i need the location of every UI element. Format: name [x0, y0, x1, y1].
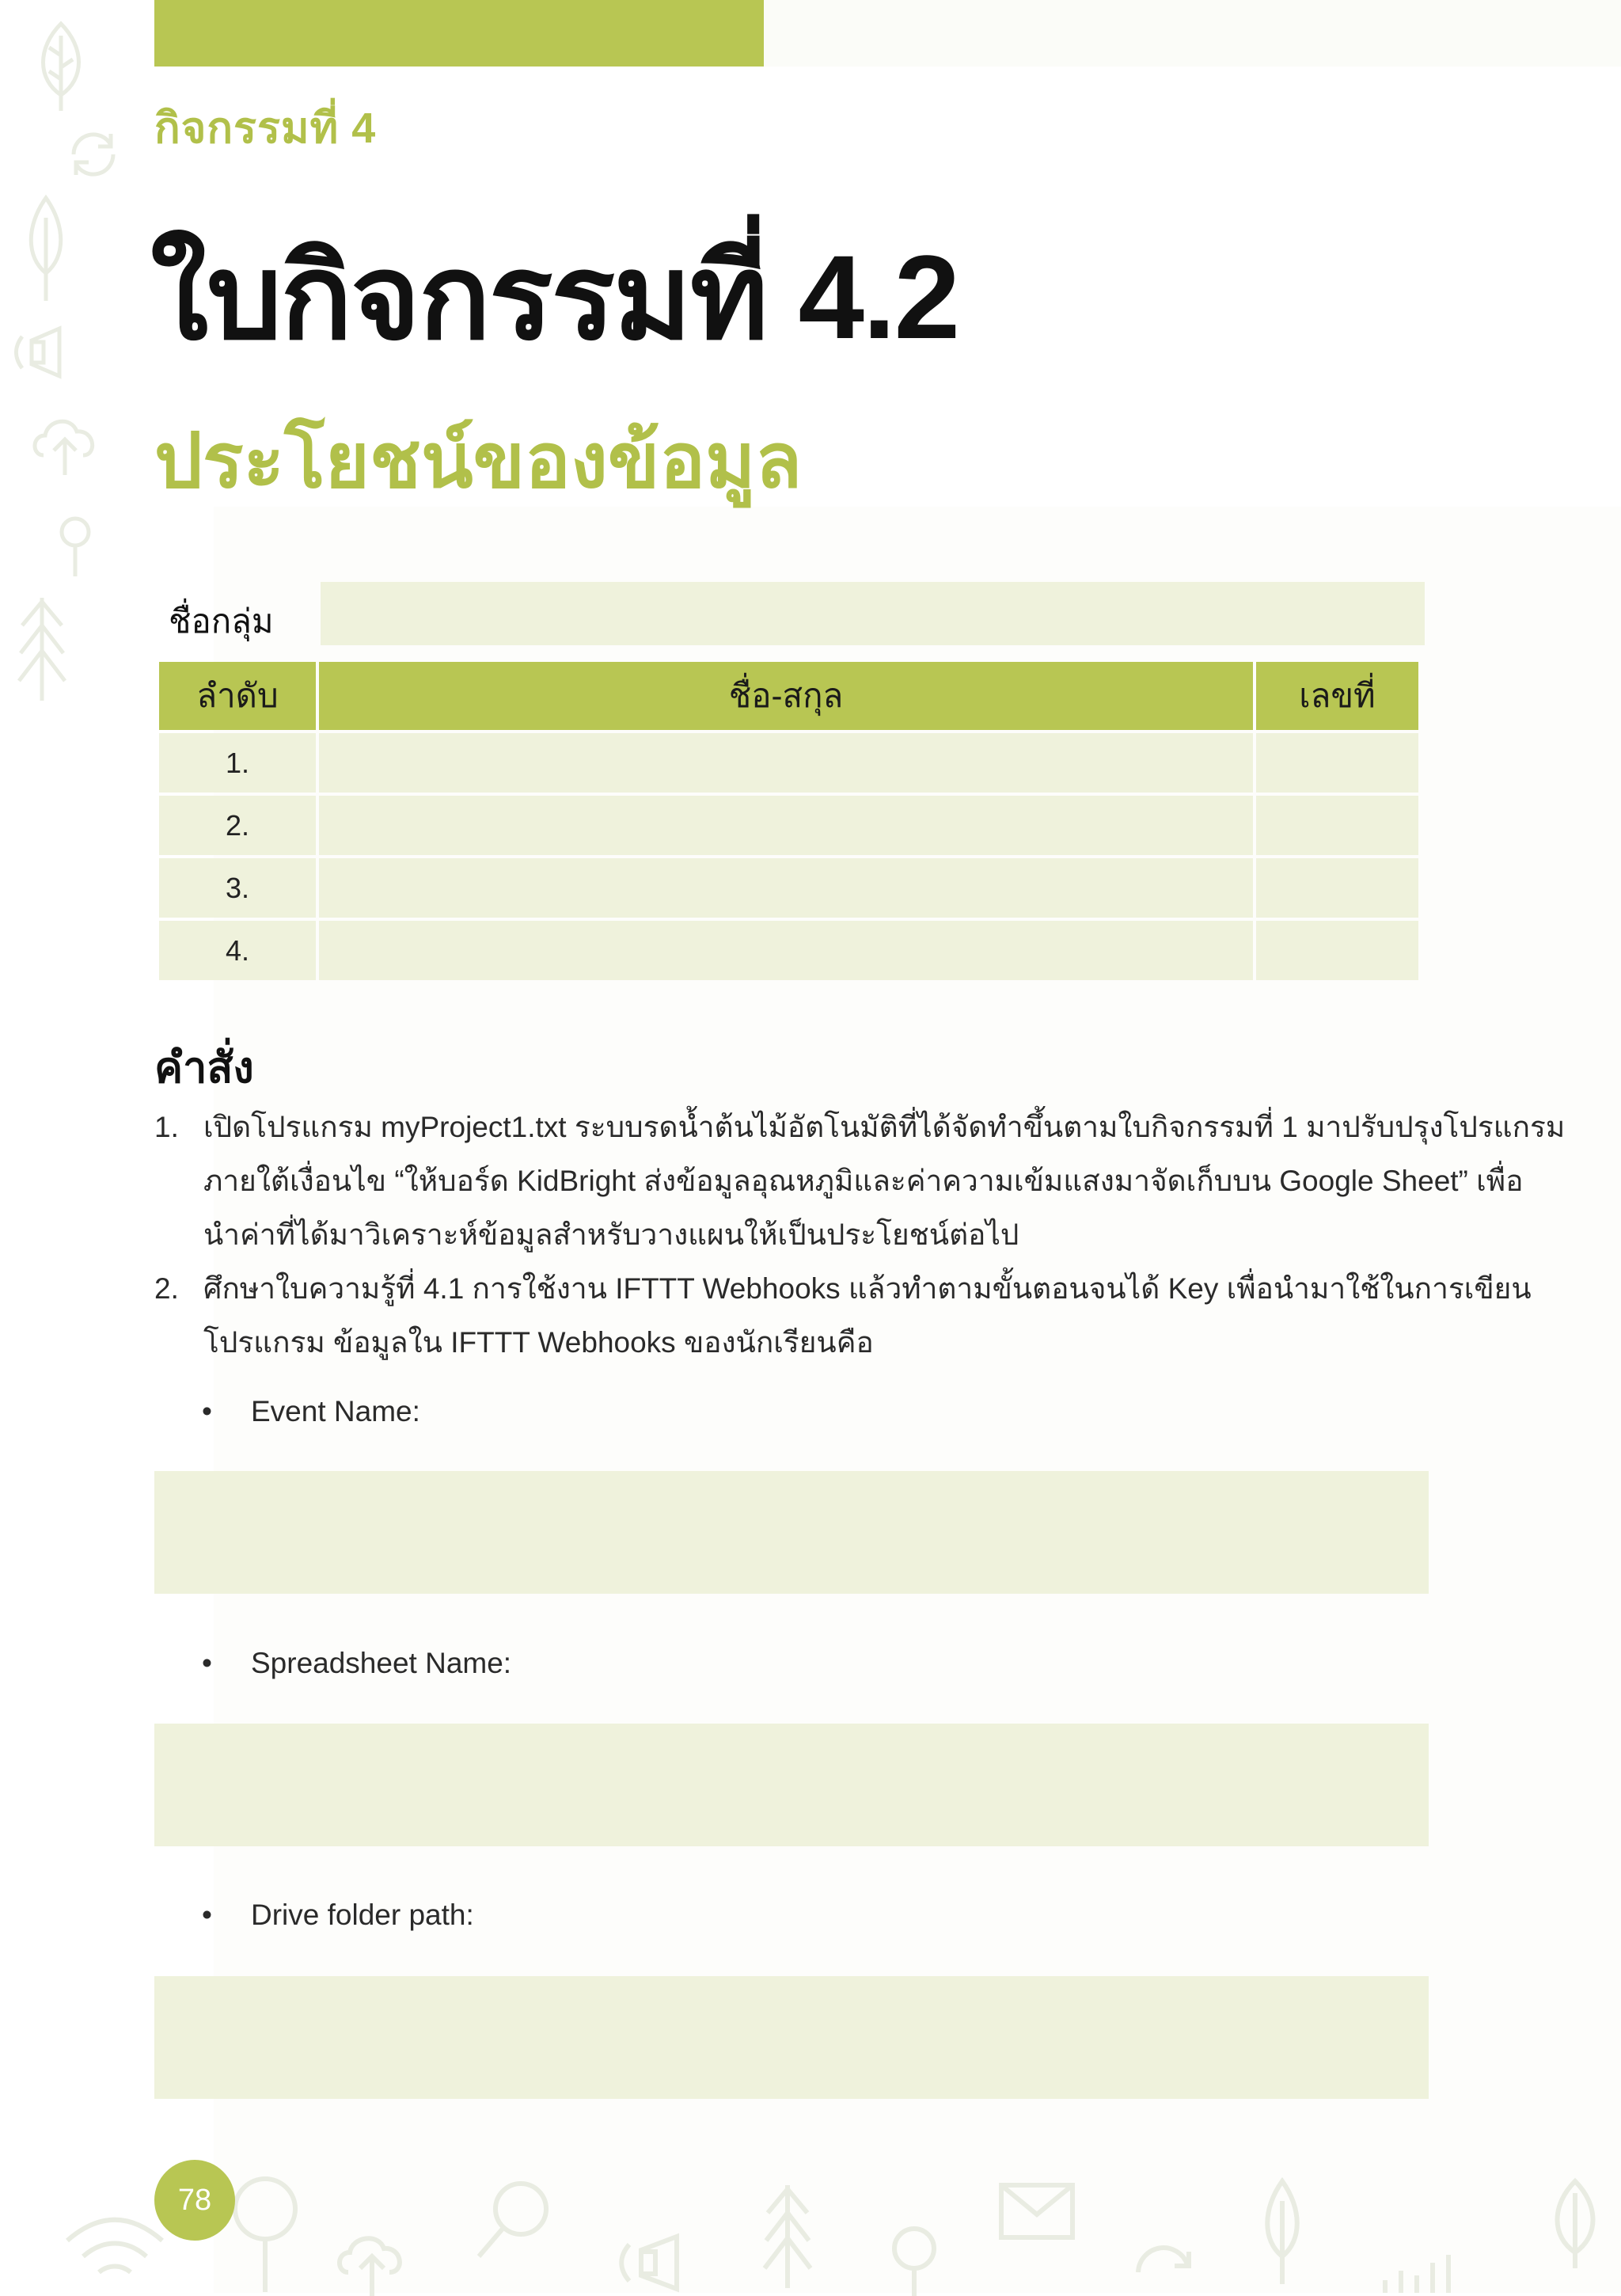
pin-icon: [55, 515, 95, 578]
instruction-text: ภายใต้เงื่อนไข “ให้บอร์ด KidBright ส่งข้อมูลอุณหภูมิและค่าความเข้มแสงมาจัดเก็บบน Google Sheet” เพื่อ: [203, 1165, 1524, 1197]
row-number-cell: 2.: [159, 796, 316, 855]
instruction-number: 2.: [154, 1272, 179, 1305]
page-number: 78: [177, 2183, 212, 2217]
table-row: [159, 733, 1418, 793]
student-number-cell[interactable]: [1256, 796, 1418, 855]
column-header-order: ลำดับ: [159, 662, 316, 730]
table-header-row: [159, 662, 1418, 730]
group-name-label: ชื่อกลุ่ม: [169, 603, 274, 640]
name-cell[interactable]: [319, 796, 1253, 855]
event-name-row: [202, 1395, 420, 1428]
pine-icon: [14, 594, 70, 705]
activity-label: กิจกรรมที่ 4: [154, 105, 377, 152]
instruction-item: [154, 1262, 1532, 1370]
group-name-field[interactable]: [321, 582, 1425, 645]
instruction-item: [154, 1100, 1566, 1262]
table-row: [159, 858, 1418, 918]
wifi-icon: [59, 2209, 170, 2288]
search-icon: [475, 2177, 554, 2264]
instruction-text: นำค่าที่ได้มาวิเคราะห์ข้อมูลสำหรับวางแผนให้เป็นประโยชน์ต่อไป: [203, 1218, 1019, 1251]
tree-icon: [226, 2173, 305, 2292]
instruction-list: [154, 1100, 1566, 1370]
cloud-upload-icon: [28, 408, 103, 479]
drive-folder-path-label: Drive folder path:: [251, 1899, 474, 1931]
table-row: [159, 921, 1418, 980]
row-number-cell: 1.: [159, 733, 316, 793]
cloud-upload-icon: [332, 2225, 412, 2296]
refresh-icon: [62, 123, 125, 186]
leaf-icon: [1547, 2177, 1603, 2272]
page-subtitle: ประโยชน์ของข้อมูล: [154, 419, 803, 504]
column-header-number: เลขที่: [1256, 662, 1418, 730]
instructions-heading: คำสั่ง: [154, 1044, 254, 1092]
drive-folder-path-answer-box[interactable]: [154, 1976, 1429, 2099]
spreadsheet-name-label: Spreadsheet Name:: [251, 1647, 512, 1679]
student-number-cell[interactable]: [1256, 921, 1418, 980]
megaphone-icon: [609, 2233, 697, 2293]
column-header-name: ชื่อ-สกุล: [319, 662, 1253, 730]
instruction-number: 1.: [154, 1111, 179, 1143]
spreadsheet-name-row: [202, 1647, 511, 1680]
instruction-text: เปิดโปรแกรม myProject1.txt ระบบรดน้ำต้นไม้อัตโนมัติที่ได้จัดทำขึ้นตามใบกิจกรรมที่ 1 มาปรับปรุงโปรแกรม: [203, 1111, 1566, 1143]
header-accent-bar: [154, 0, 764, 67]
member-table: [156, 659, 1422, 983]
megaphone-icon: [8, 325, 75, 380]
event-name-answer-box[interactable]: [154, 1471, 1429, 1594]
mail-icon: [997, 2181, 1076, 2241]
bullet: •: [202, 1647, 212, 1679]
row-number-cell: 4.: [159, 921, 316, 980]
page-number-badge: [154, 2160, 235, 2241]
name-cell[interactable]: [319, 733, 1253, 793]
tree-icon: [22, 194, 70, 305]
student-number-cell[interactable]: [1256, 733, 1418, 793]
header-band-faint: [764, 0, 1621, 67]
pine-icon: [760, 2181, 815, 2292]
page-title: ใบกิจกรรมที่ 4.2: [150, 230, 959, 363]
bar-chart-icon: [1377, 2248, 1464, 2293]
spreadsheet-name-answer-box[interactable]: [154, 1724, 1429, 1846]
bullet: •: [202, 1395, 212, 1427]
instruction-text: โปรแกรม ข้อมูลใน IFTTT Webhooks ของนักเรียนคือ: [203, 1326, 874, 1359]
student-number-cell[interactable]: [1256, 858, 1418, 918]
event-name-label: Event Name:: [251, 1395, 420, 1427]
name-cell[interactable]: [319, 858, 1253, 918]
tree-icon: [1258, 2177, 1306, 2288]
pin-icon: [886, 2225, 942, 2296]
drive-folder-path-row: [202, 1899, 474, 1932]
row-number-cell: 3.: [159, 858, 316, 918]
instruction-text: ศึกษาใบความรู้ที่ 4.1 การใช้งาน IFTTT Webhooks แล้วทำตามขั้นตอนจนได้ Key เพื่อนำมาใช้ในการเขียน: [203, 1272, 1532, 1305]
refresh-icon: [1124, 2241, 1203, 2296]
bullet: •: [202, 1899, 212, 1931]
leaf-icon: [33, 20, 89, 115]
name-cell[interactable]: [319, 921, 1253, 980]
table-row: [159, 796, 1418, 855]
